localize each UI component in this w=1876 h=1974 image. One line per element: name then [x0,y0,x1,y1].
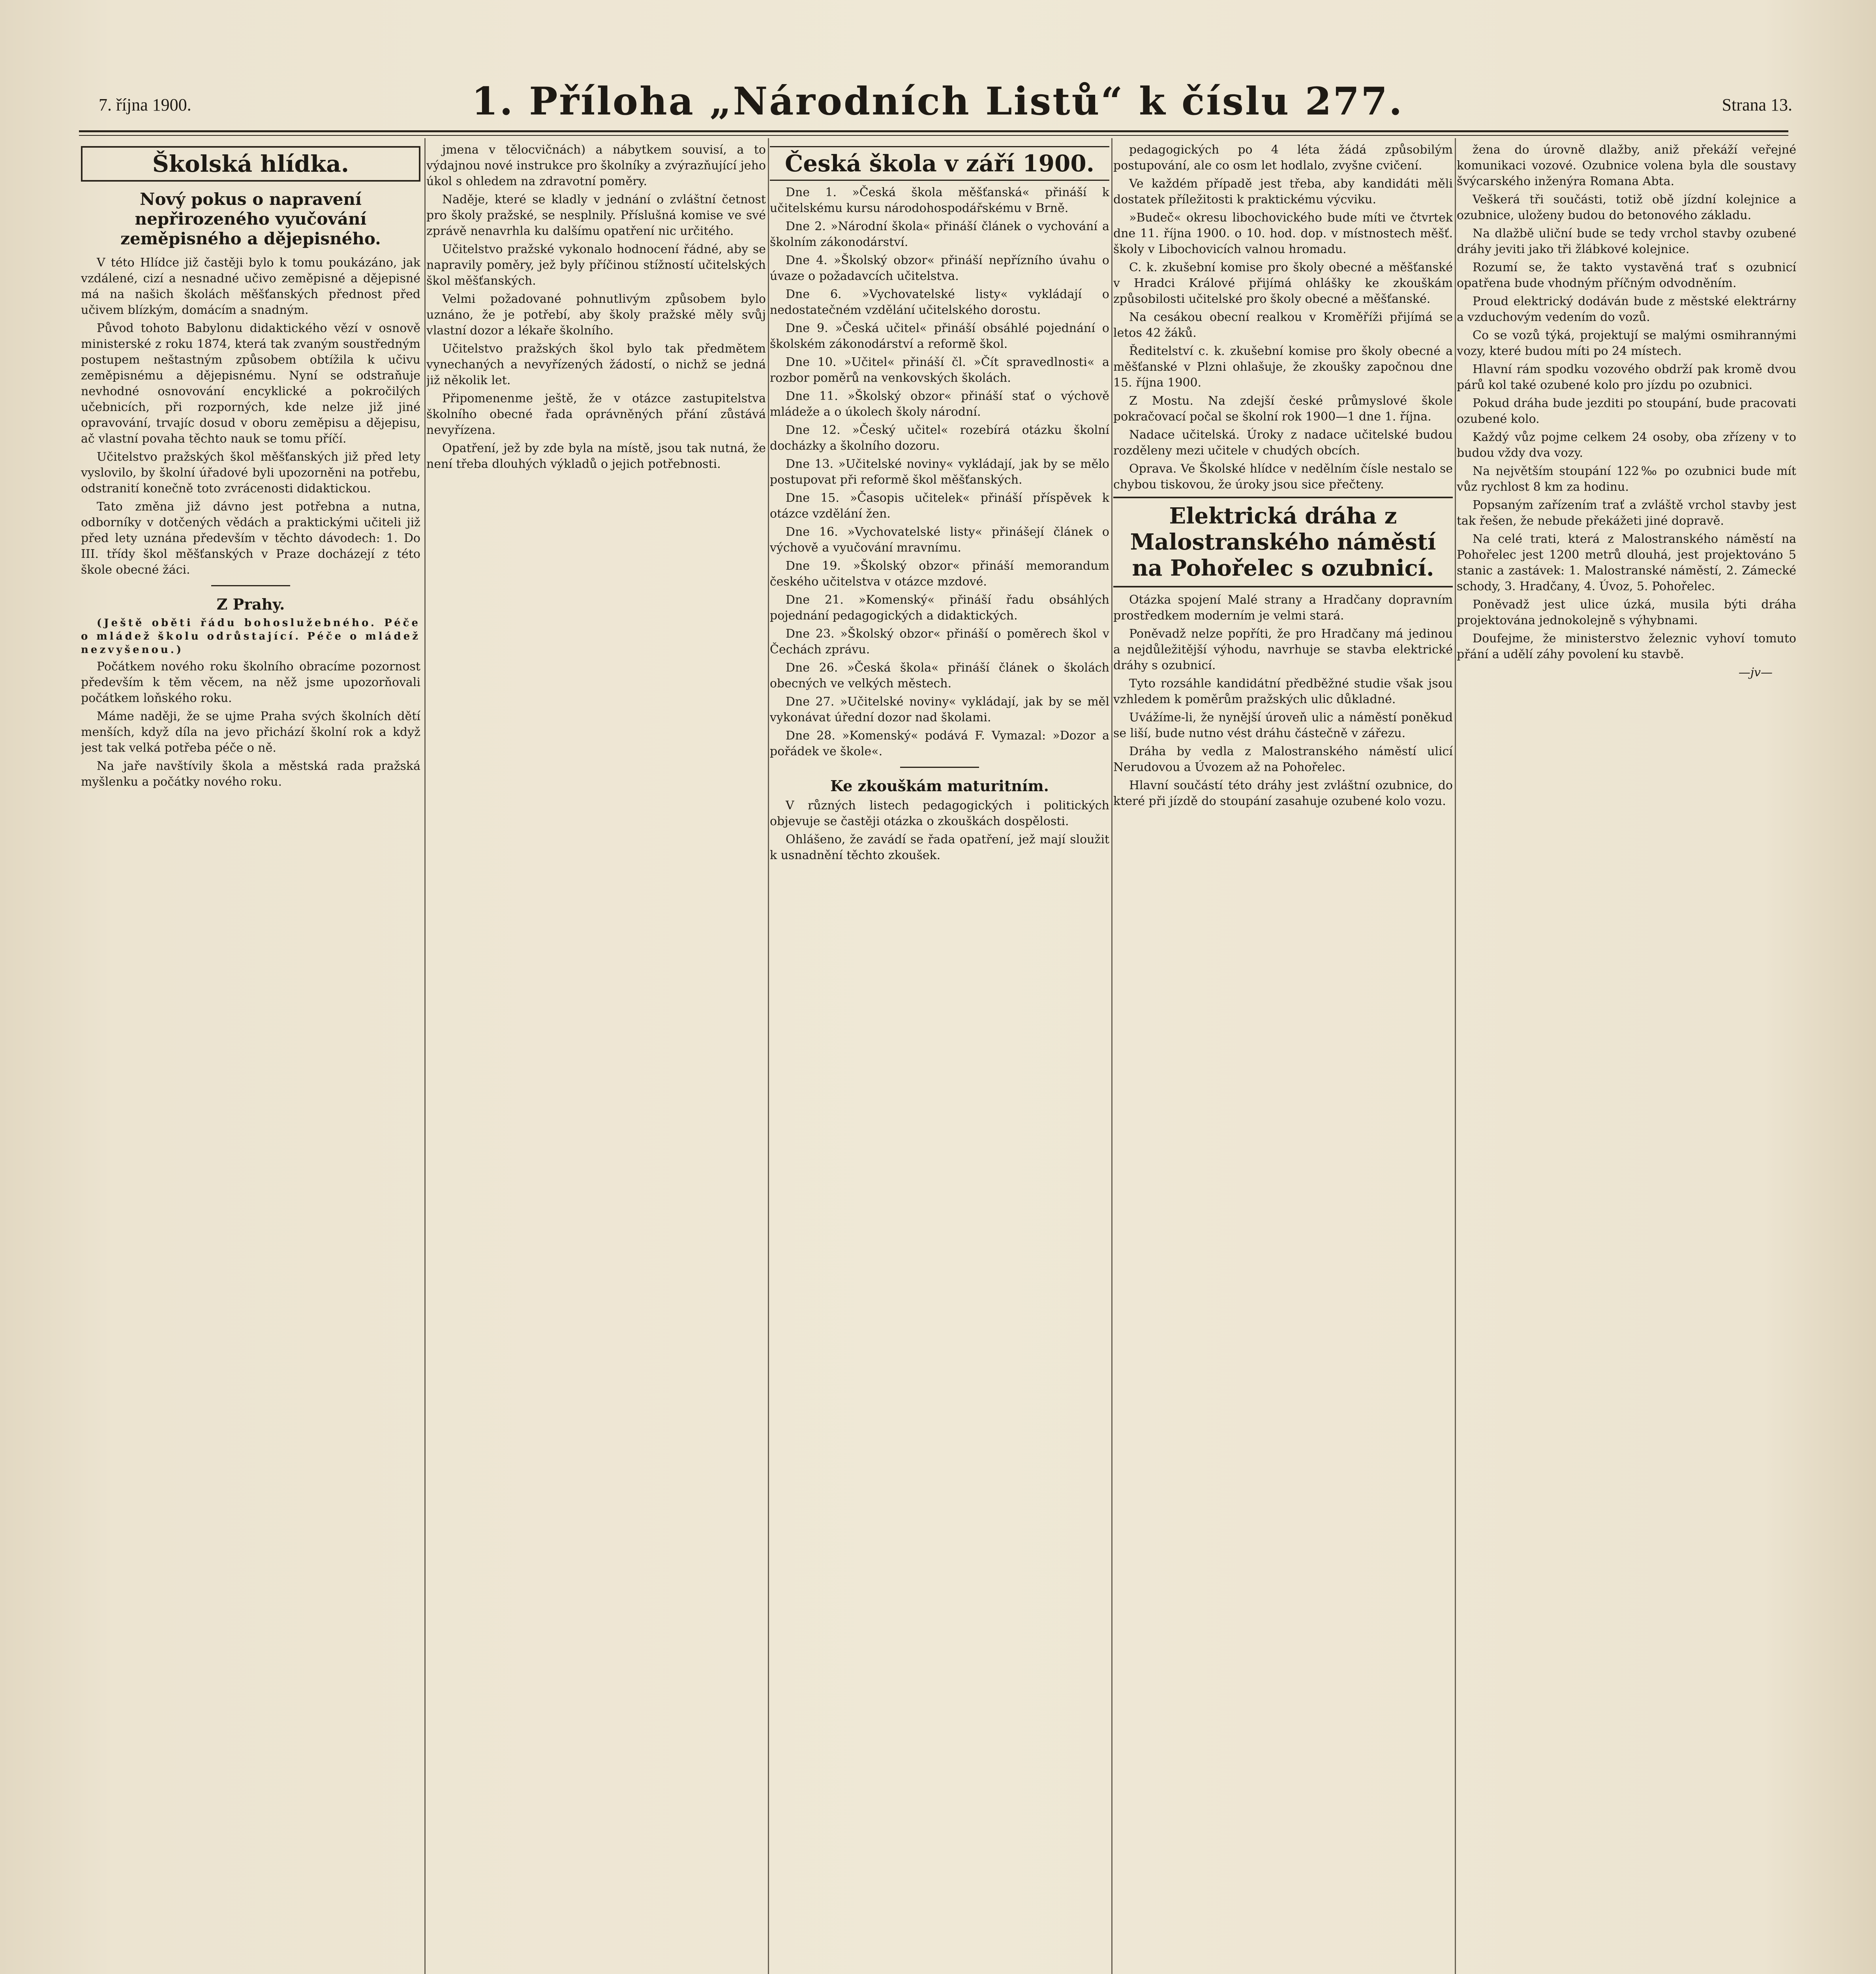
page-header [59,79,1816,126]
page-number: Strana 13. [1722,95,1792,114]
article-paragraph: Počátkem nového roku školního obracíme pozornost především k těm věcem, na něž jsme upozorňovali počátkem loňského roku. [81,660,420,705]
article-paragraph: Hlavní součástí této dráhy jest zvláštní ozubnice, do které při jízdě do stoupání zasahuje ozubené kolo vozu. [1113,779,1453,808]
notice-paragraph: Z Mostu. Na zdejší české průmyslové škole pokračovací počal se školní rok 1900—1 dne 1. října. [1113,394,1453,424]
review-entry: Dne 21. »Komenský« přináší řadu obsáhlých pojednání pedagogických a didaktických. [770,593,1109,623]
notice-paragraph: Ředitelství c. k. zkušební komise pro školy obecné a měšťanské v Plzni ohlašuje, že zkoušky započnou dne 15. října 1900. [1113,344,1453,390]
article-paragraph: Popsaným zařízením trať a zvláště vrchol stavby jest tak řešen, že nebude překážeti jiné dopravě. [1457,498,1796,528]
article-paragraph: Na celé trati, která z Malostranského náměstí na Pohořelec jest 1200 metrů dlouhá, jest projektováno 5 stanic a zastávek: 1. Malostranské náměstí, 2. Zámecké schody, 3. Hradčany, 4. Úvoz, 5. Pohořelec. [1457,532,1796,593]
column-2 [426,142,766,1974]
article-paragraph: Tyto rozsáhle kandidátní předběžné studie však jsou vzhledem k poměrům pražských ulic důkladné. [1113,677,1453,706]
review-entry: Dne 2. »Národní škola« přináší článek o vychování a školním zákonodárství. [770,220,1109,249]
article-paragraph: Máme naději, že se ujme Praha svých školních dětí menších, když díla na jevo přichází školní rok a když jest tak velká potřeba péče o ně. [81,709,420,755]
review-entry: Dne 19. »Školský obzor« přináší memorandum českého učitelstva v otázce mzdové. [770,559,1109,589]
article-paragraph: Co se vozů týká, projektují se malými osmihrannými vozy, které budou míti po 24 místech. [1457,328,1796,358]
review-entry: Dne 15. »Časopis učitelek« přináší příspěvek k otázce vzdělání žen. [770,491,1109,521]
column-1 [81,142,420,1974]
column-3 [770,142,1109,1974]
article-paragraph: jmena v tělocvičnách) a nábytkem souvisí, a to výdajnou nové instrukce pro školníky a zvýrazňující jeho úkol s ohledem na zdravotní poměry. [426,143,766,188]
article-paragraph: Učitelstvo pražských škol měšťanských již před lety vyslovilo, by školní úřadové byli upozorněni na potřebu, odstranití konečně toto zvrácenosti didaktickou. [81,450,420,495]
article-title-electric-railway: Elektrická dráha z Malostranského náměstí na Pohořelec s ozubnicí. [1113,497,1453,587]
review-entry: Dne 26. »Česká škola« přináší článek o školách obecných ve velkých městech. [770,661,1109,691]
article-paragraph: Poněvadž nelze popříti, že pro Hradčany má jedinou a nejdůležitější výhodu, navrhuje se stavba elektrické dráhy s ozubnicí. [1113,627,1453,672]
article-paragraph: Na největším stoupání 122‰ po ozubnici bude mít vůz rychlost 8 km za hodinu. [1457,464,1796,494]
article-paragraph: žena do úrovně dlažby, aniž překáží veřejné komunikaci vozové. Ozubnice volena byla dle soustavy švýcarského inženýra Romana Abta. [1457,143,1796,188]
article-paragraph: Každý vůz pojme celkem 24 osoby, oba zřízeny v to budou vždy dva vozy. [1457,430,1796,460]
review-entry: Dne 6. »Vychovatelské listy« vykládají o nedostatečném vzdělání učitelského dorostu. [770,287,1109,317]
review-entry: Dne 27. »Učitelské noviny« vykládají, jak by se měl vykonávat úřední dozor nad školami. [770,695,1109,724]
author-signature: —jv— [1738,666,1773,679]
review-entry: Dne 11. »Školský obzor« přináší stať o výchově mládeže a o úkolech školy národní. [770,389,1109,419]
review-entry: Dne 12. »Český učitel« rozebírá otázku školní docházky a školního dozoru. [770,423,1109,453]
notice-paragraph: Nadace učitelská. Úroky z nadace učitelské budou rozděleny mezi učitele v chudých obcích. [1113,428,1453,458]
article-paragraph: Opatření, jež by zde byla na místě, jsou tak nutná, že není třeba dlouhých výkladů o jejich potřebnosti. [426,441,766,471]
article-title: Nový pokus o napravení nepřirozeného vyučování zeměpisného a dějepisného. [120,190,381,248]
column-separator [768,138,769,1974]
column-separator [424,138,426,1974]
article-paragraph: Naděje, které se kladly v jednání o zvláštní četnost pro školy pražské, se nesplnily. Příslušná komise ve své zprávě nenavrhla ku dalšímu opatření nic určitého. [426,193,766,238]
article-paragraph: Doufejme, že ministerstvo železnic vyhoví tomuto přání a udělí záhy povolení ku stavbě. [1457,632,1796,661]
section-heading-skolska-hlidka: Školská hlídka. [81,146,420,182]
article-paragraph: Veškerá tři součásti, totiž obě jízdní kolejnice a ozubnice, uloženy budou do betonového základu. [1457,193,1796,222]
notice-paragraph: pedagogických po 4 léta žádá způsobilým postupování, ale co osm let hodlalo, zvyšne cvičení. [1113,143,1453,173]
review-entry: Dne 16. »Vychovatelské listy« přinášejí článek o výchově a vyučování mravnímu. [770,525,1109,555]
header-rule-thin [79,135,1788,136]
article-paragraph: Rozumí se, že takto vystavěná trať s ozubnicí opatřena bude vhodným příčným odvodněním. [1457,261,1796,290]
article-paragraph: Poněvadž jest ulice úzká, musila býti dráha projektována jednokolejně s výhybnami. [1457,598,1796,627]
review-entry: Dne 13. »Učitelské noviny« vykládají, jak by se mělo postupovat při reformě škol měšťanských. [770,457,1109,487]
notice-paragraph: Ve každém případě jest třeba, aby kandidáti měli dostatek příležitosti k praktickému výcviku. [1113,177,1453,206]
notice-paragraph: »Budeč« okresu libochovického bude míti ve čtvrtek dne 11. října 1900. o 10. hod. dop. v místnostech měšť. školy v Libochovicích valnou hromadu. [1113,211,1453,256]
article-paragraph: Pokud dráha bude jezditi po stoupání, bude pracovati ozubené kolo. [1457,396,1796,426]
article-paragraph: Proud elektrický dodáván bude z městské elektrárny a vzduchovým vedením do vozů. [1457,295,1796,324]
article-paragraph: Dráha by vedla z Malostranského náměstí ulicí Nerudovou a Úvozem až na Pohořelec. [1113,745,1453,774]
column-separator [1111,138,1112,1974]
article-title: Ke zkouškám maturitním. [830,777,1049,795]
article-title: Z Prahy. [216,595,285,613]
divider [211,585,290,586]
article-paragraph: Tato změna již dávno jest potřebna a nutna, odborníky v dotčených vědách a praktickými učiteli již před lety uznána především v těchto dávodech: 1. Do III. třídy škol měšťanských v Praze docházejí z této škole obecné žáci. [81,500,420,577]
article-paragraph: Na dlažbě uliční bude se tedy vrchol stavby ozubené dráhy jeviti jako tři žlábkové kolejnice. [1457,227,1796,256]
review-entry: Dne 28. »Komenský« podává F. Vymazal: »Dozor a pořádek ve škole«. [770,729,1109,758]
header-rule [79,130,1788,132]
review-entry: Dne 10. »Učitel« přináší čl. »Čít spravedlnosti« a rozbor poměrů na venkovských školách. [770,355,1109,385]
review-entry: Dne 9. »Česká učitel« přináší obsáhlé pojednání o školském zákonodárství a reformě škol. [770,321,1109,351]
article-paragraph: Otázka spojení Malé strany a Hradčany dopravním prostředkem moderním je velmi stará. [1113,593,1453,623]
review-entry: Dne 4. »Školský obzor« přináší nepřízního úvahu o úvaze o požadavcích učitelstva. [770,253,1109,283]
column-5 [1457,142,1796,1974]
article-paragraph: Učitelstvo pražských škol bylo tak předmětem vynechaných a nevyřízených žádostí, o nichž se jedná již několik let. [426,342,766,387]
article-paragraph: Ohlášeno, že zavádí se řada opatření, jež mají sloužit k usnadnění těchto zkoušek. [770,833,1109,862]
article-paragraph: Velmi požadované pohnutlivým způsobem bylo uznáno, že je potřebí, aby školy pražské měly svůj vlastní dozor a lékaře školního. [426,292,766,338]
article-paragraph: Uvážíme-li, že nynější úroveň ulic a náměstí poněkud se liší, bude nutno vést dráhu částečně v zářezu. [1113,711,1453,740]
notice-paragraph: Na cesákou obecní realkou v Kroměříži přijímá se letos 42 žáků. [1113,310,1453,340]
article-lead: (Ještě oběti řádu bohoslužebného. Péče o mládež školu odrůstající. Péče o mládež nezvyšenou.) [81,617,420,656]
article-paragraph: Původ tohoto Babylonu didaktického vězí v osnově ministerské z roku 1874, která tak zvaným soustředným postupem neštastným způsobem obtížila k učivu zeměpisnému a dějepisnému. Nyní se odstraňuje nevhodné osnovování encyklické a pokročilých učebnicích, při rozporných, kde nelze již jiné opravování, trvajíc dosud v oboru zeměpisu a dějepisu, ač vlastní povaha těchto nauk se tomu příčí. [81,321,420,446]
review-entry: Dne 1. »Česká škola měšťanská« přináší k učitelskému kursu národohospodářskému v Brně. [770,186,1109,215]
section-heading-ceska-skola: Česká škola v září 1900. [770,146,1109,181]
review-entry: Dne 23. »Školský obzor« přináší o poměrech škol v Čechách zprávu. [770,627,1109,657]
issue-date: 7. října 1900. [99,95,191,114]
article-paragraph: Na jaře navštívily škola a městská rada pražská myšlenku a počátky nového roku. [81,759,420,789]
article-paragraph: Hlavní rám spodku vozového obdrží pak kromě dvou párů kol také ozubené kolo pro jízdu po ozubnici. [1457,362,1796,392]
supplement-title: 1. Příloha „Národních Listů“ k číslu 277. [471,79,1404,124]
column-4 [1113,142,1453,1974]
article-paragraph: Připomenenme ještě, že v otázce zastupitelstva školního obecné řada oprávněných přání zůstává nevyřízena. [426,392,766,437]
article-paragraph: V této Hlídce již častěji bylo k tomu poukázáno, jak vzdálené, cizí a nesnadné učivo zeměpisné a dějepisné má na našich školách měšťanských přednost před učivem blízkým, domácím a snadným. [81,256,420,317]
article-paragraph: V různých listech pedagogických i politických objevuje se častěji otázka o zkouškách dospělosti. [770,799,1109,828]
notice-paragraph: Oprava. Ve Školské hlídce v nedělním čísle nestalo se chybou tiskovou, že úroky jsou sice přečteny. [1113,462,1453,492]
column-separator [1455,138,1456,1974]
article-paragraph: Učitelstvo pražské vykonalo hodnocení řádné, aby se napravily poměry, jež byly příčinou stížností učitelských škol měšťanských. [426,242,766,288]
notice-paragraph: C. k. zkušební komise pro školy obecné a měšťanské v Hradci Králové přijímá ohlášky ke zkouškám způsobilosti učitelské pro školy obecné a měšťanské. [1113,261,1453,306]
divider [900,767,979,768]
